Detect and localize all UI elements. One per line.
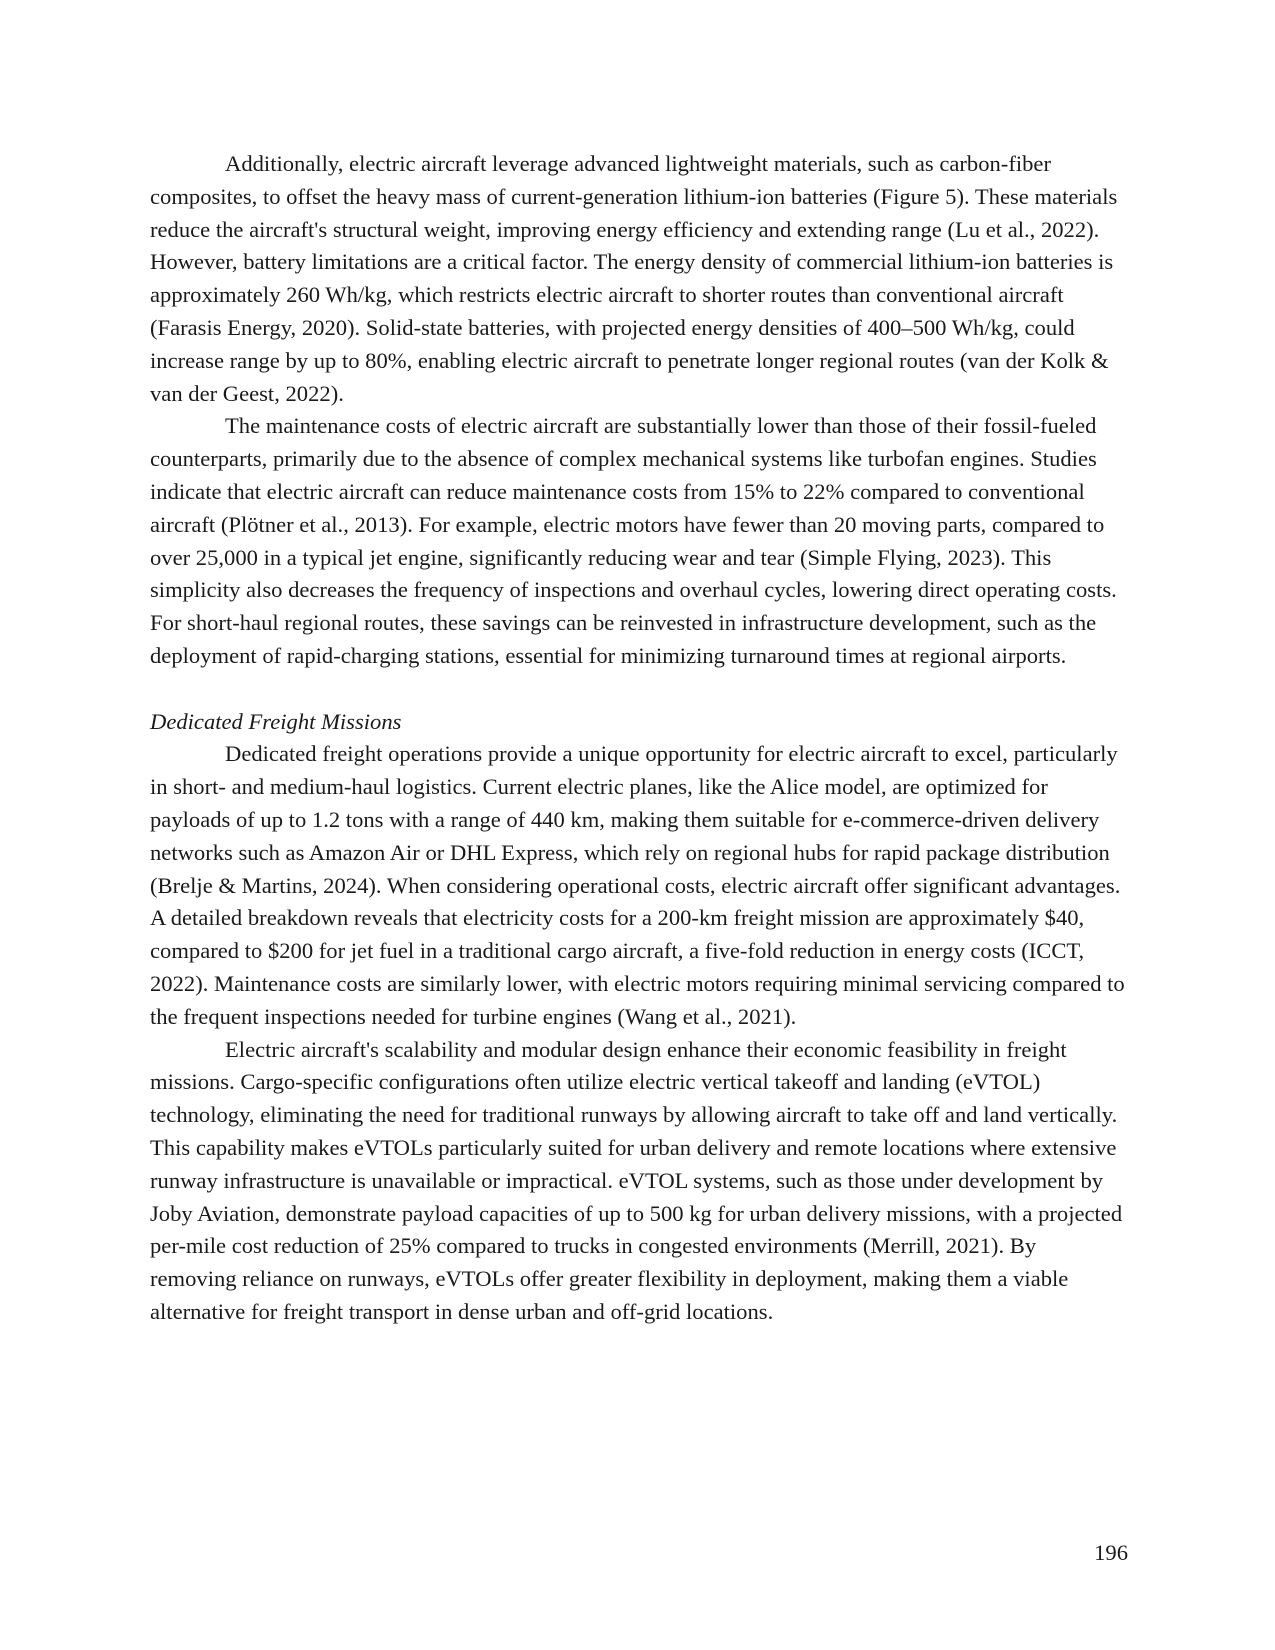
document-body: [150, 148, 1128, 1329]
section-heading: Dedicated Freight Missions: [150, 708, 402, 734]
body-paragraph: Dedicated freight operations provide a unique opportunity for electric aircraft to excel, particularly in short- and medium-haul logistics. Current electric planes, like the Alice model, are optimized for payloads of up to 1.2 tons with a range of 440 km, making them suitable for e-commerce-driven delivery networks such as Amazon Air or DHL Express, which rely on regional hubs for rapid package distribution (Brelje & Martins, 2024). When considering operational costs, electric aircraft offer significant advantages. A detailed breakdown reveals that electricity costs for a 200-km freight mission are approximately $40, compared to $200 for jet fuel in a traditional cargo aircraft, a five-fold reduction in energy costs (ICCT, 2022). Maintenance costs are similarly lower, with electric motors requiring minimal servicing compared to the frequent inspections needed for turbine engines (Wang et al., 2021).: [150, 741, 1125, 1029]
body-paragraph: The maintenance costs of electric aircraft are substantially lower than those of their fossil-fueled counterparts, primarily due to the absence of complex mechanical systems like turbofan engines. Studies indicate that electric aircraft can reduce maintenance costs from 15% to 22% compared to conventional aircraft (Plötner et al., 2013). For example, electric motors have fewer than 20 moving parts, compared to over 25,000 in a typical jet engine, significantly reducing wear and tear (Simple Flying, 2023). This simplicity also decreases the frequency of inspections and overhaul cycles, lowering direct operating costs. For short-haul regional routes, these savings can be reinvested in infrastructure development, such as the deployment of rapid-charging stations, essential for minimizing turnaround times at regional airports.: [150, 413, 1117, 668]
body-paragraph: Electric aircraft's scalability and modular design enhance their economic feasibility in freight missions. Cargo-specific configurations often utilize electric vertical takeoff and landing (eVTOL) technology, eliminating the need for traditional runways by allowing aircraft to take off and land vertically. This capability makes eVTOLs particularly suited for urban delivery and remote locations where extensive runway infrastructure is unavailable or impractical. eVTOL systems, such as those under development by Joby Aviation, demonstrate payload capacities of up to 500 kg for urban delivery missions, with a projected per-mile cost reduction of 25% compared to trucks in congested environments (Merrill, 2021). By removing reliance on runways, eVTOLs offer greater flexibility in deployment, making them a viable alternative for freight transport in dense urban and off-grid locations.: [150, 1036, 1123, 1324]
body-paragraph: Additionally, electric aircraft leverage advanced lightweight materials, such as carbon-fiber composites, to offset the heavy mass of current-generation lithium-ion batteries (Figure 5). These materials reduce the aircraft's structural weight, improving energy efficiency and extending range (Lu et al., 2022). However, battery limitations are a critical factor. The energy density of commercial lithium-ion batteries is approximately 260 Wh/kg, which restricts electric aircraft to shorter routes than conventional aircraft (Farasis Energy, 2020). Solid-state batteries, with projected energy densities of 400–500 Wh/kg, could increase range by up to 80%, enabling electric aircraft to penetrate longer regional routes (van der Kolk & van der Geest, 2022).: [150, 151, 1118, 406]
page-number: 196: [1094, 1540, 1128, 1565]
